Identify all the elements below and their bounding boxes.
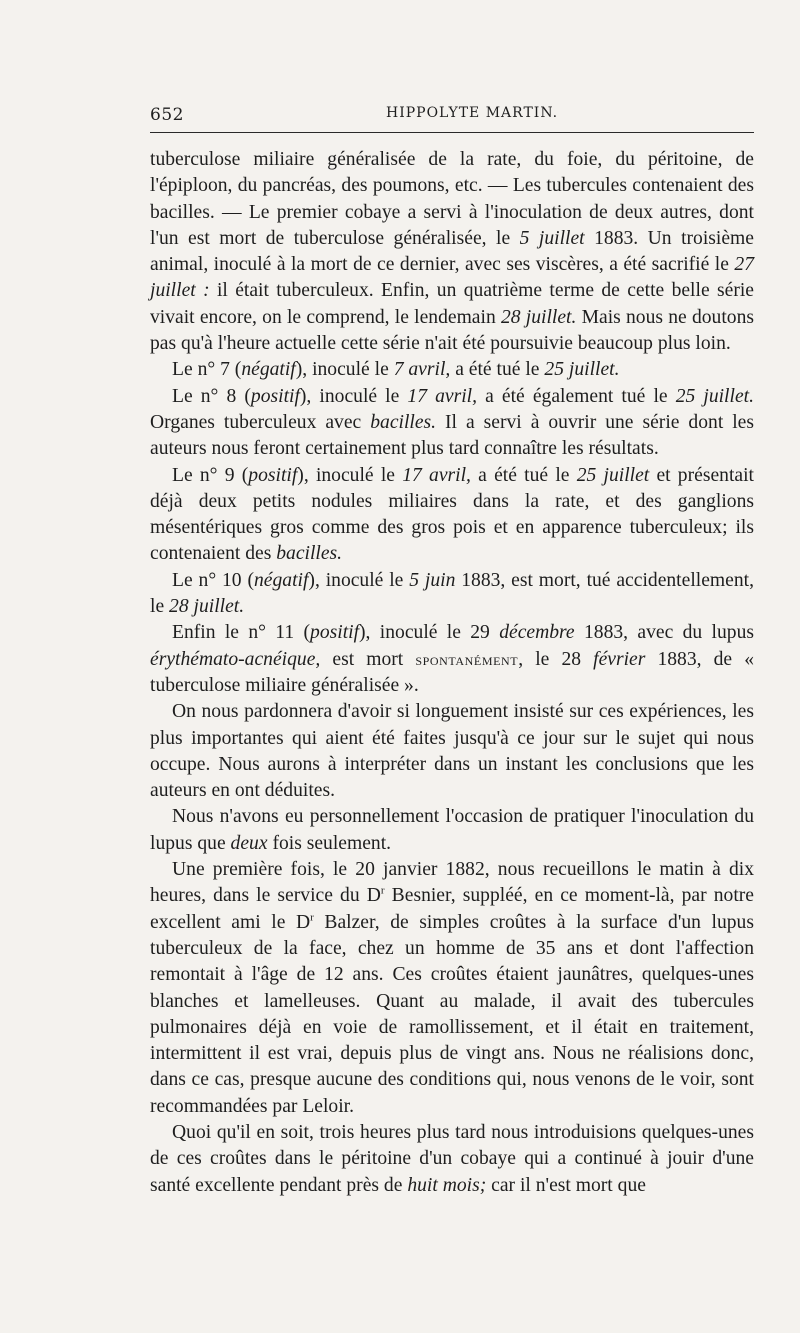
page-number: 652 <box>150 105 184 125</box>
paragraph-7: On nous pardonnera d'avoir si longuement insisté sur ces expériences, les plus importantes qui aient été faites jusqu'à ce jour sur le sujet qui nous occupe. Nous aurons à interpréter dans un instant les conclusions que les auteurs en ont déduites. <box>150 701 754 802</box>
paragraph-6: Enfin le n° 11 (positif), inoculé le 29 décembre 1883, avec du lupus érythémato-acnéique, est mort spontanément, le 28 février 1883, de « tuberculose miliaire généralisée ». <box>150 622 755 696</box>
paragraph-1: tuberculose miliaire généralisée de la rate, du foie, du péritoine, de l'épiploon, du pancréas, des poumons, etc. — Les tubercules contenaient des bacilles. — Le premier cobaye a servi à l'inoculation de deux autres, dont l'un est mort de tuberculose généralisée, le 5 juillet 1883. Un troisième animal, inoculé à la mort de ce dernier, avec ses viscères, a été sacrifié le 27 juillet : il était tuberculeux. Enfin, un quatrième terme de cette belle série vivait encore, on le comprend, le lendemain 28 juillet. Mais nous ne doutons pas qu'à l'heure actuelle cette série n'ait été poursuivie beaucoup plus loin. <box>150 149 754 355</box>
paragraph-9: Une première fois, le 20 janvier 1882, nous recueillons le matin à dix heures, dans le service du $D^r$ Besnier, suppléé, en ce moment-là, par notre excellent ami le $D^r$ Balzer, de simples croûtes à la surface d'un lupus tuberculeux de la face, chez un homme de 35 ans et dont l'affection remontait à l'âge de 12 ans. Ces croûtes étaient jaunâtres, quelques-unes blanches et lamelleuses. Quant au malade, il avait des tubercules pulmonaires déjà en voie de ramollissement, et il était en traitement, intermittent il est vrai, depuis plus de vingt ans. Nous ne réalisions donc, dans ce cas, presque aucune des conditions qui, nous venons de le voir, sont recommandées par Leloir. <box>150 859 755 1117</box>
paragraph-10: Quoi qu'il en soit, trois heures plus tard nous introduisions quelques-unes de ces croûtes dans le péritoine d'un cobaye qui a continué à jouir d'une santé excellente pendant près de huit mois; car il n'est mort que <box>150 1121 754 1196</box>
header-rule <box>150 132 754 133</box>
running-head: HIPPOLYTE MARTIN. <box>386 105 559 121</box>
paragraph-2: Le n° 7 (négatif), inoculé le 7 avril, a été tué le 25 juillet. <box>172 359 620 381</box>
paragraph-4: Le n° 9 (positif), inoculé le 17 avril, a été tué le 25 juillet et présentait déjà deux petits nodules miliaires dans la rate, et des ganglions mésentériques gros comme des gros pois et en apparence tuberculeux; ils contenaient des bacilles. <box>150 464 754 565</box>
paragraph-3: Le n° 8 (positif), inoculé le 17 avril, a été également tué le 25 juillet. Organes tuberculeux avec bacilles. Il a servi à ouvrir une série dont les auteurs nous feront certainement plus tard connaître les résultats. <box>150 385 754 460</box>
paragraph-5: Le n° 10 (négatif), inoculé le 5 juin 1883, est mort, tué accidentellement, le 28 juillet. <box>150 569 754 618</box>
body-text <box>150 147 754 1199</box>
paragraph-8: Nous n'avons eu personnellement l'occasion de pratiquer l'inoculation du lupus que deux fois seulement. <box>150 806 754 854</box>
page-header <box>150 105 754 127</box>
